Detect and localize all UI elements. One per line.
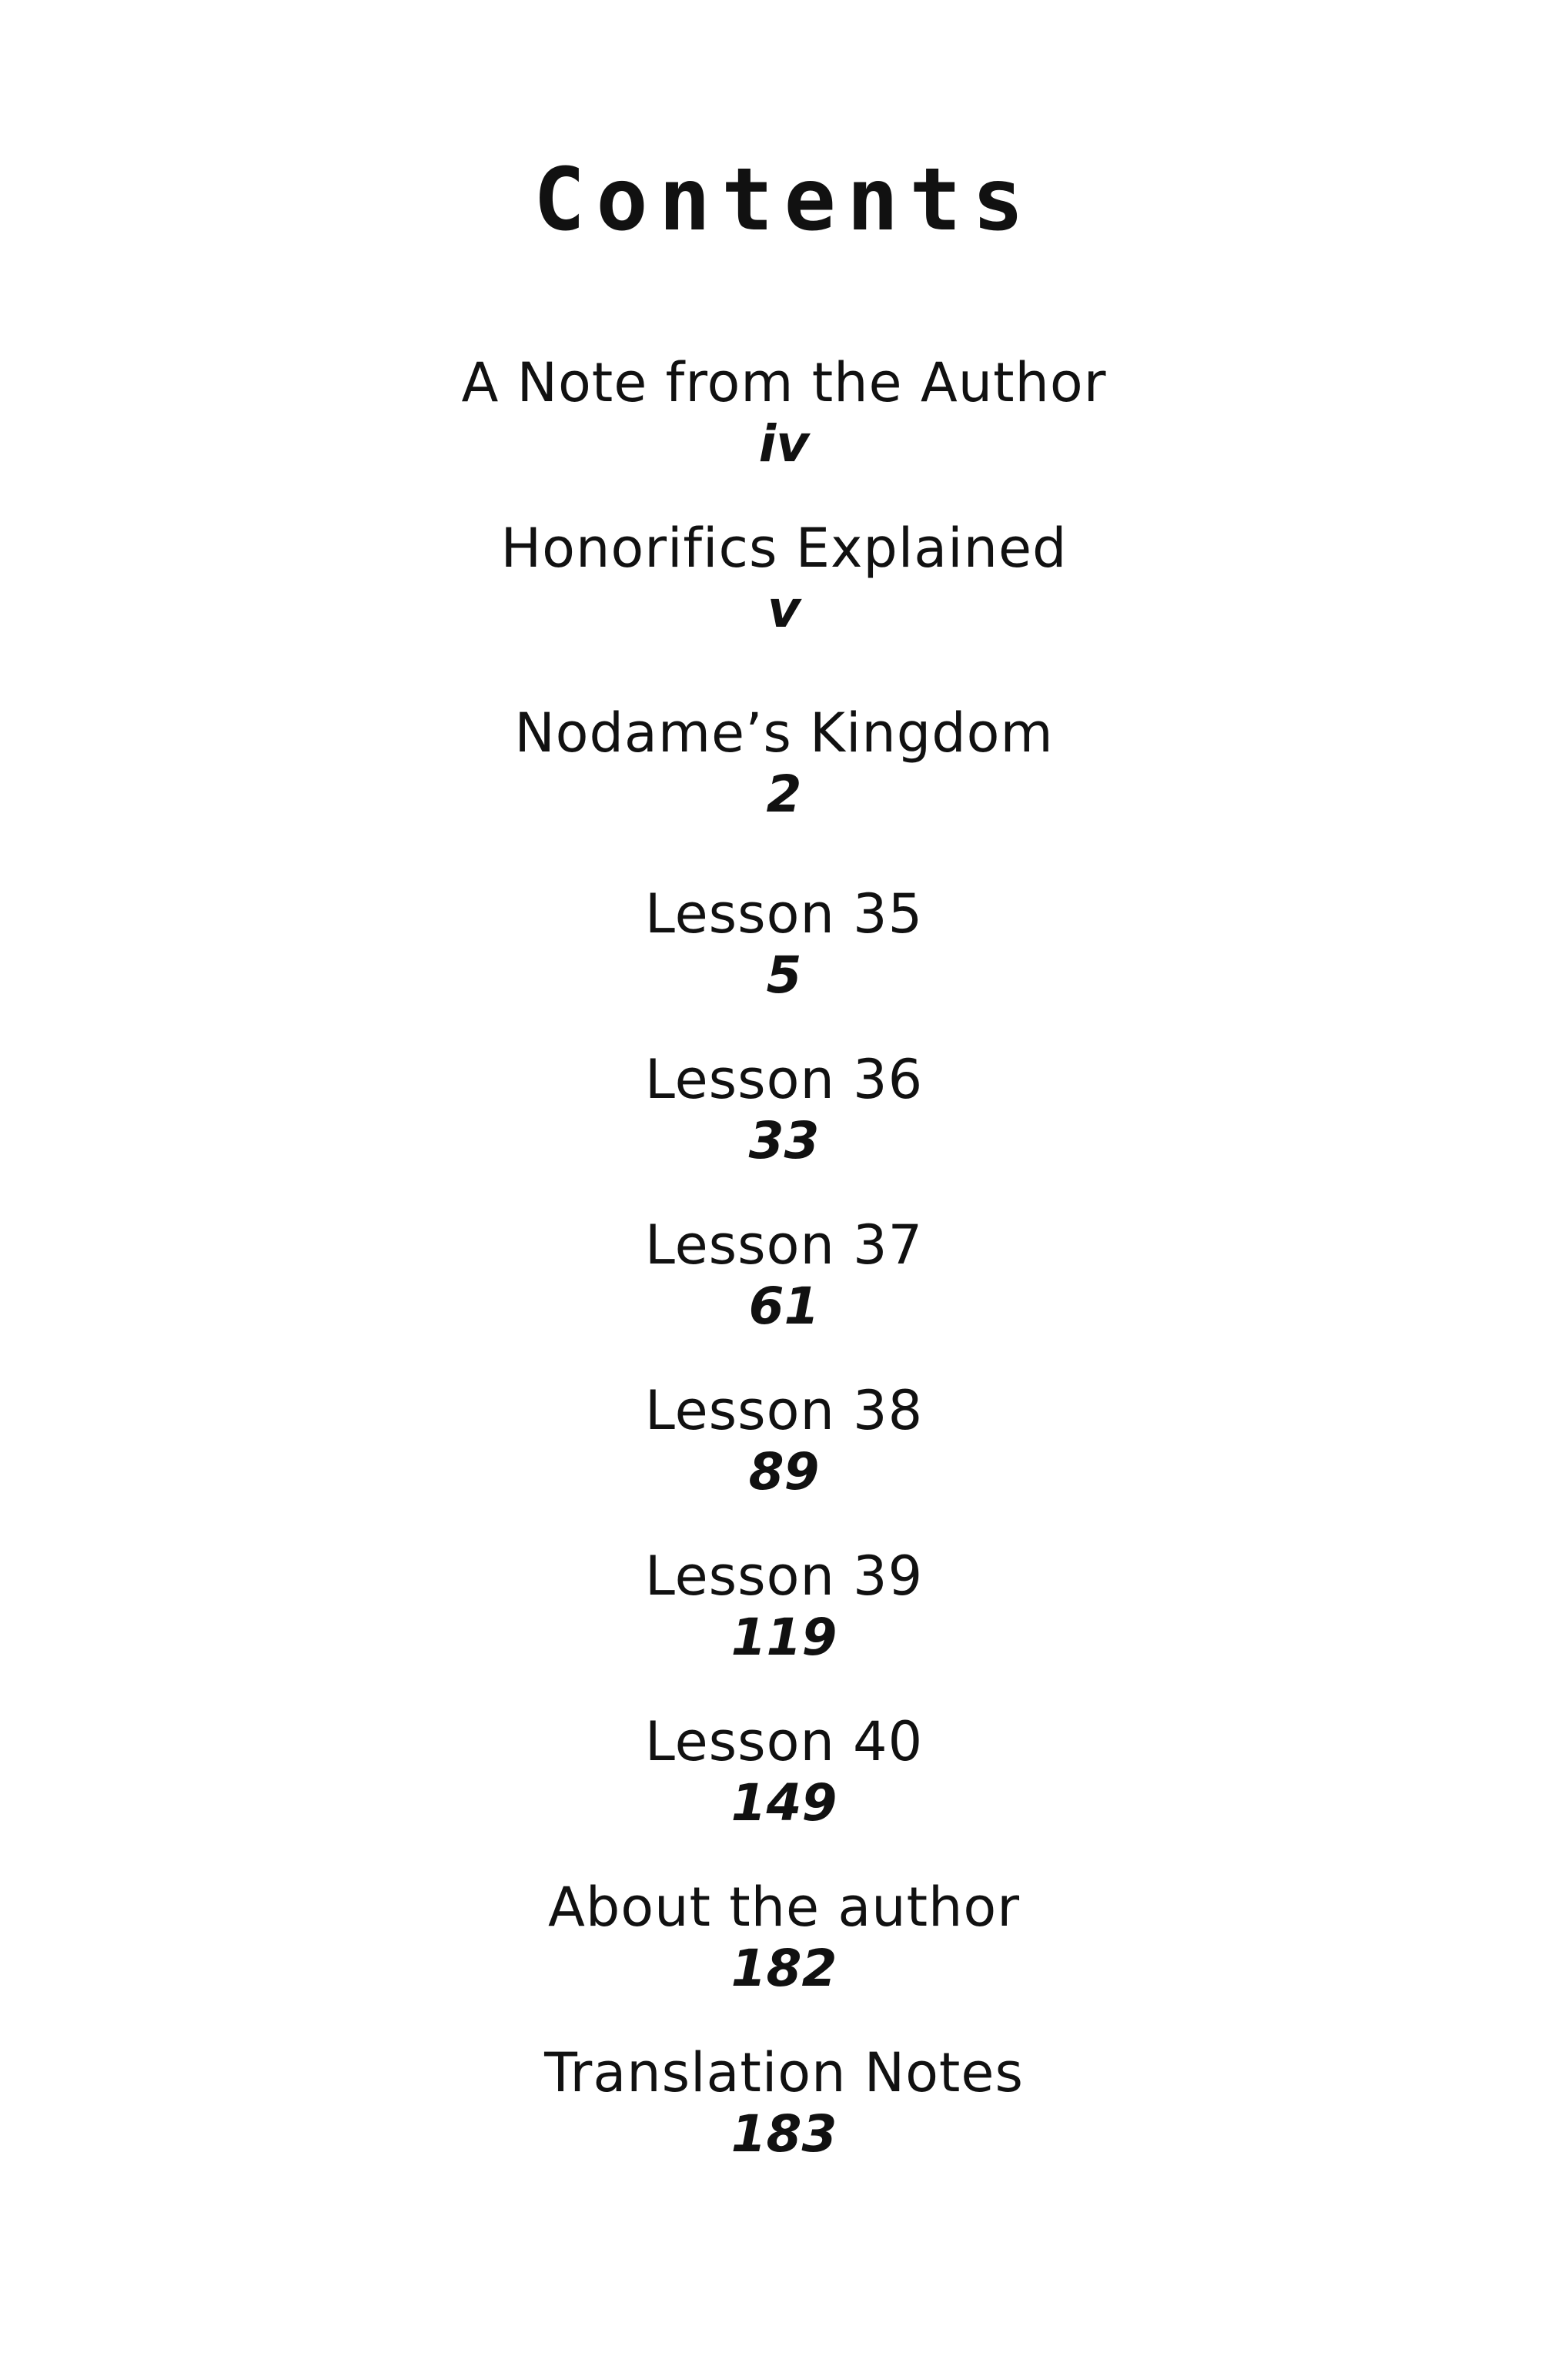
toc-entry-title: Lesson 36 bbox=[644, 1048, 924, 1111]
toc-entry-title: Lesson 38 bbox=[644, 1379, 924, 1442]
toc-entry-title: Lesson 35 bbox=[644, 882, 924, 946]
toc-entry-title: About the author bbox=[547, 1876, 1021, 1939]
toc-entry-title: A Note from the Author bbox=[461, 351, 1107, 414]
toc-entry-page-number: v bbox=[767, 580, 801, 639]
page-title: Contents bbox=[533, 150, 1035, 250]
toc-entry-lesson-38[interactable] bbox=[0, 1378, 1568, 1501]
toc-entry-page-number: iv bbox=[758, 414, 810, 474]
toc-entry-lesson-35[interactable] bbox=[0, 882, 1568, 1005]
toc-entry-title: Lesson 40 bbox=[644, 1710, 924, 1773]
toc-entry-page-number: 183 bbox=[731, 2104, 837, 2164]
toc-entry-lesson-40[interactable] bbox=[0, 1709, 1568, 1833]
toc-entry-lesson-36[interactable] bbox=[0, 1047, 1568, 1170]
toc-entry-page-number: 33 bbox=[748, 1111, 820, 1170]
toc-entry-page-number: 5 bbox=[766, 946, 802, 1005]
toc-entry-page-number: 61 bbox=[748, 1277, 820, 1336]
toc-entry-title: Honorifics Explained bbox=[500, 517, 1068, 580]
toc-entry-honorifics-explained[interactable] bbox=[0, 516, 1568, 639]
toc-entry-title: Nodame’s Kingdom bbox=[514, 701, 1054, 765]
toc-entry-lesson-37[interactable] bbox=[0, 1213, 1568, 1336]
toc-entry-nodames-kingdom[interactable] bbox=[0, 701, 1568, 824]
toc-entry-title: Lesson 37 bbox=[644, 1213, 924, 1277]
toc-entry-page-number: 182 bbox=[731, 1939, 837, 1998]
toc-entry-page-number: 89 bbox=[748, 1442, 820, 1501]
toc-entry-lesson-39[interactable] bbox=[0, 1544, 1568, 1667]
toc-entry-page-number: 2 bbox=[766, 765, 802, 824]
toc-entry-translation-notes[interactable] bbox=[0, 2040, 1568, 2164]
toc-entry-page-number: 119 bbox=[731, 1608, 837, 1667]
toc-entry-title: Translation Notes bbox=[544, 2041, 1024, 2104]
toc-entry-page-number: 149 bbox=[731, 1773, 837, 1833]
toc-entry-title: Lesson 39 bbox=[644, 1545, 924, 1608]
toc-entry-note-from-author[interactable] bbox=[0, 350, 1568, 474]
toc-entry-about-the-author[interactable] bbox=[0, 1875, 1568, 1998]
